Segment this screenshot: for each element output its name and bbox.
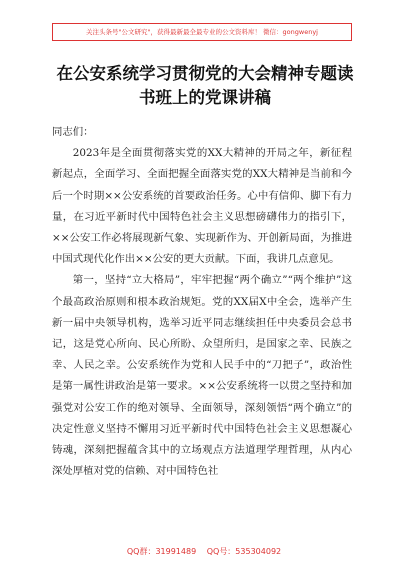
title-line-2: 书班上的党课讲稿 — [139, 88, 271, 107]
title-line-1: 在公安系统学习贯彻党的大会精神专题读 — [56, 64, 354, 83]
document-title — [40, 62, 370, 110]
footer-contact — [0, 546, 408, 557]
footer-qq-group: QQ群：31991489 — [126, 547, 197, 556]
document-body — [52, 122, 352, 482]
footer-qq: QQ号：535304092 — [206, 547, 282, 556]
salutation: 同志们： — [52, 126, 94, 138]
paragraph-2: 第一，坚持“立大格局”，牢牢把握“两个确立”“两个维护”这个最高政治原则和根本政治规矩。党的XX届X中全会，选举产生新一届中央领导机构，选举习近平同志继续担任中央委员会总书记，这是党心所向、民心所盼、众望所归，是国家之幸、民族之幸、人民之幸。公安系统作为党和人民手中的“刀把子”，政治性是第一属性讲政治是第一要求。××公安系统将一以贯之坚持和加强党对公安工作的绝对领导、全面领导，深刻领悟“两个确立”的决定性意义坚持不懈用习近平新时代中国特色社会主义思想凝心铸魂，深刻把握蕴含其中的立场观点方法道理学理哲理，从内心深处厚植对党的信赖、对中国特色社 — [52, 274, 352, 478]
paragraph-1: 2023年是全面贯彻落实党的XX大精神的开局之年，新征程新起点，全面学习、全面把握全面落实党的XX大精神是当前和今后一个时期××公安系统的首要政治任务。心中有信仰、脚下有力量，在习近平新时代中国特色社会主义思想磅礴伟力的指引下，××公安工作必将展现新气象、实现新作为、开创新局面，为推进中国式现代化作出××公安的更大贡献。下面，我讲几点意见。 — [52, 147, 352, 266]
header-banner: 关注头条号"公文研究"，获得最新最全最专业的公文资料库！ 微信：gongwenyj — [52, 23, 352, 41]
